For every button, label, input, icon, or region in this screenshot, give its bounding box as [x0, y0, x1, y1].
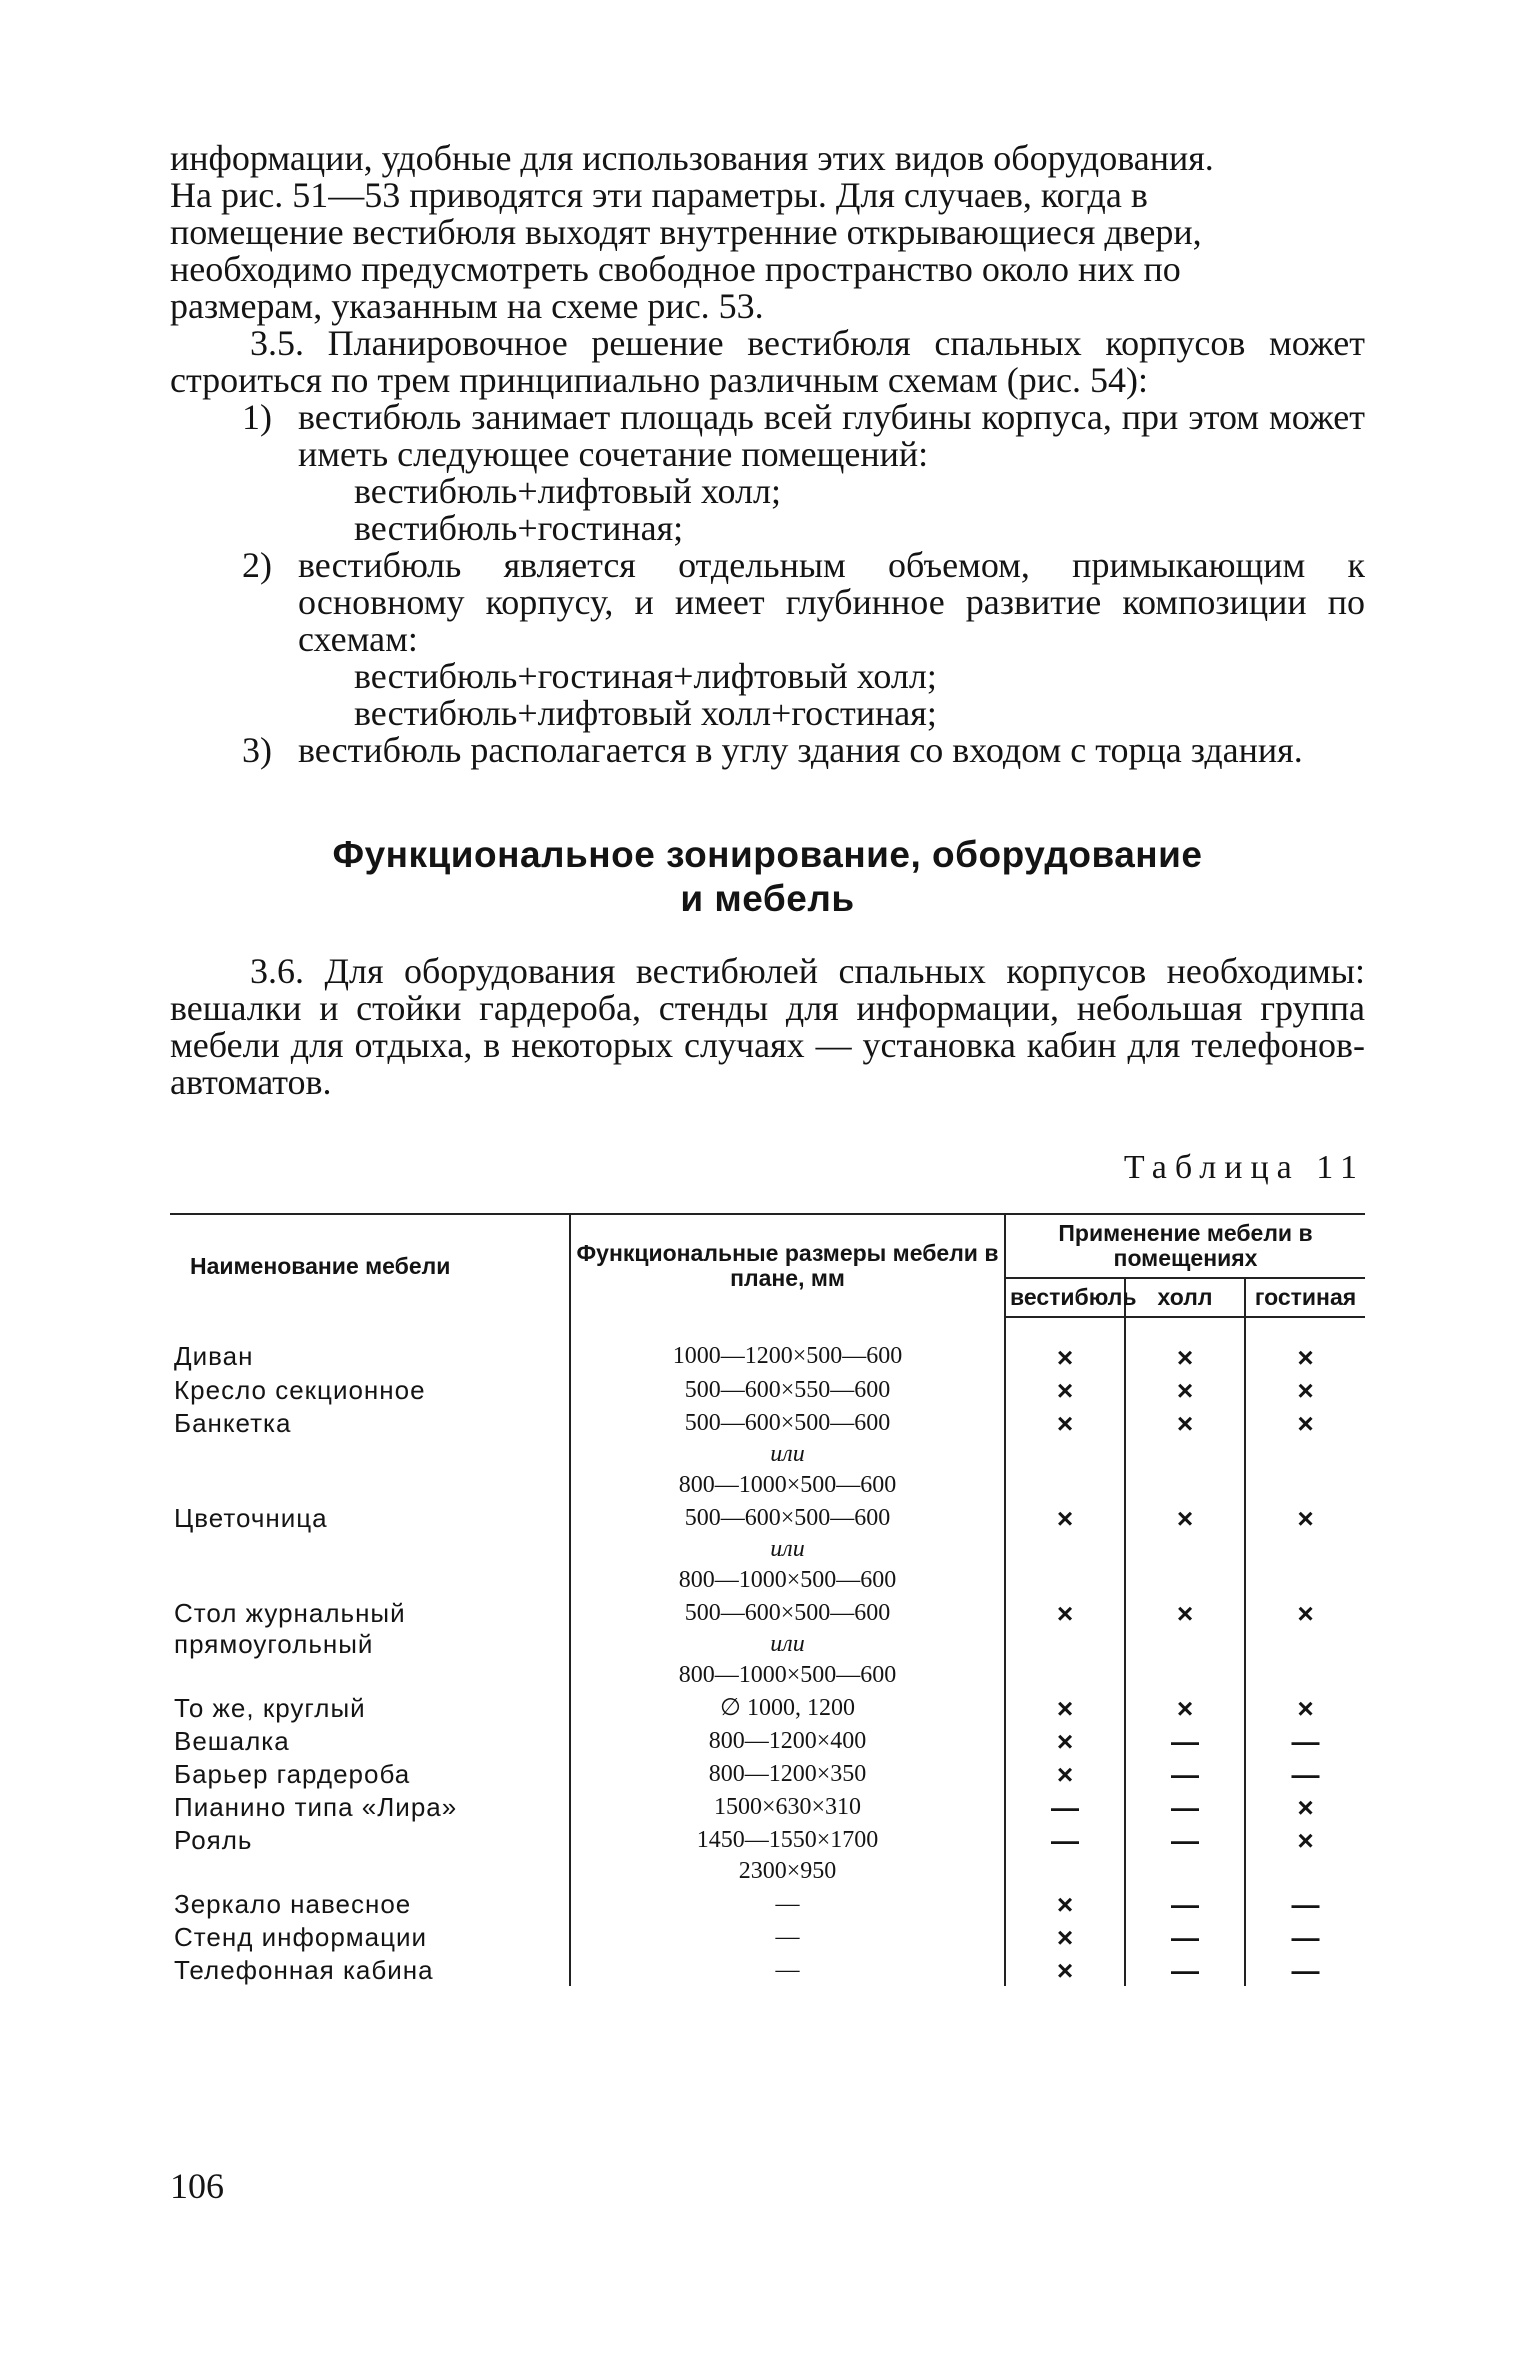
text-line: помещение вестибюля выходят внутренние открывающиеся двери, — [170, 212, 1202, 252]
list-subitem: вестибюль+лифтовый холл; — [354, 471, 781, 511]
furniture-name: Банкетка — [170, 1406, 570, 1501]
usage-hall-mark: — — [1125, 1790, 1245, 1823]
usage-hall-mark: × — [1125, 1406, 1245, 1501]
furniture-dimensions — [570, 1373, 1005, 1406]
text-line: информации, удобные для использования этих видов оборудования. — [170, 138, 1214, 178]
dimension-line: 500—600×550—600 — [684, 1377, 891, 1403]
furniture-name: Пианино типа «Лира» — [170, 1790, 570, 1823]
usage-lounge-mark: × — [1297, 1693, 1314, 1724]
furniture-name: Барьер гардероба — [170, 1757, 570, 1790]
furniture-dimensions — [570, 1406, 1005, 1501]
list-text: вестибюль является отдельным объемом, примыкающим к основному корпусу, и имеет глубинное развитие композиции по схемам: — [298, 545, 1365, 659]
table-header-row — [170, 1214, 1365, 1278]
dimension-line: 800—1200×400 — [708, 1728, 867, 1754]
text-line: необходимо предусмотреть свободное пространство около них по — [170, 249, 1181, 289]
usage-lounge-mark: × — [1297, 1792, 1314, 1823]
dimension-line: — — [775, 1924, 800, 1950]
usage-hall-mark: × — [1125, 1596, 1245, 1691]
dimension-line: или — [770, 1536, 805, 1562]
usage-hall-mark: — — [1125, 1953, 1245, 1986]
list-subitem: вестибюль+лифтовый холл+гостиная; — [354, 693, 937, 733]
usage-vestibule-mark: × — [1005, 1920, 1125, 1953]
dimension-line: или — [770, 1441, 805, 1467]
furniture-dimensions — [570, 1501, 1005, 1596]
usage-hall-mark: × — [1125, 1373, 1245, 1406]
usage-vestibule-mark: × — [1005, 1501, 1125, 1596]
paragraph-3-5: 3.5. Планировочное решение вестибюля спальных корпусов может строиться по трем принципиально различным схемам (рис. 54): — [170, 323, 1365, 400]
furniture-dimensions — [570, 1691, 1005, 1724]
usage-hall-mark: × — [1125, 1691, 1245, 1724]
schemes-list — [170, 399, 1365, 769]
table-row — [170, 1501, 1365, 1596]
usage-lounge-mark: × — [1297, 1342, 1314, 1373]
furniture-dimensions — [570, 1757, 1005, 1790]
table-row — [170, 1790, 1365, 1823]
usage-lounge-mark: — — [1291, 1726, 1320, 1757]
furniture-name: Кресло секционное — [170, 1373, 570, 1406]
furniture-name: Вешалка — [170, 1724, 570, 1757]
dimension-line: 800—1200×350 — [708, 1761, 867, 1787]
usage-lounge-mark: — — [1291, 1955, 1320, 1986]
usage-lounge-mark: — — [1291, 1759, 1320, 1790]
dimension-line: 500—600×500—600 — [684, 1600, 891, 1626]
table-row — [170, 1317, 1365, 1373]
dimension-line: 800—1000×500—600 — [678, 1472, 897, 1498]
usage-hall-mark: — — [1125, 1823, 1245, 1887]
usage-lounge-mark: — — [1291, 1922, 1320, 1953]
header-hall: холл — [1125, 1278, 1245, 1317]
furniture-dimensions — [570, 1724, 1005, 1757]
paragraph-3-6: 3.6. Для оборудования вестибюлей спальных корпусов необходимы: вешалки и стойки гардероба, стенды для информации, небольшая группа мебели для отдыха, в некоторых случаях — установка кабин для телефонов-автоматов. — [170, 951, 1365, 1102]
page-number: 106 — [170, 2166, 224, 2206]
usage-lounge-mark: × — [1297, 1598, 1314, 1629]
furniture-dimensions — [570, 1887, 1005, 1920]
usage-vestibule-mark: × — [1005, 1953, 1125, 1986]
dimension-line: 2300×950 — [738, 1858, 837, 1884]
list-item — [170, 547, 1365, 732]
text-line: размерам, указанным на схеме рис. 53. — [170, 286, 764, 326]
usage-hall-mark: — — [1125, 1887, 1245, 1920]
heading-line: и мебель — [680, 878, 855, 919]
dimension-line: — — [775, 1891, 800, 1917]
furniture-name: Диван — [170, 1317, 570, 1373]
header-dimensions: Функциональные размеры мебели в плане, мм — [570, 1214, 1005, 1317]
list-text: вестибюль располагается в углу здания со входом с торца здания. — [298, 730, 1303, 770]
usage-hall-mark: × — [1125, 1501, 1245, 1596]
usage-vestibule-mark: × — [1005, 1691, 1125, 1724]
usage-vestibule-mark: — — [1005, 1823, 1125, 1887]
dimension-line: 1500×630×310 — [713, 1794, 862, 1820]
usage-hall-mark: — — [1125, 1920, 1245, 1953]
usage-vestibule-mark: × — [1005, 1406, 1125, 1501]
furniture-table — [170, 1213, 1365, 1986]
furniture-name: Рояль — [170, 1823, 570, 1887]
furniture-dimensions — [570, 1596, 1005, 1691]
dimension-line: 800—1000×500—600 — [678, 1567, 897, 1593]
table-row — [170, 1887, 1365, 1920]
header-name: Наименование мебели — [170, 1214, 570, 1317]
furniture-name: Цветочница — [170, 1501, 570, 1596]
usage-lounge-mark: × — [1297, 1375, 1314, 1406]
heading-line: Функциональное зонирование, оборудование — [332, 834, 1203, 875]
text-line: На рис. 51—53 приводятся эти параметры. Для случаев, когда в — [170, 175, 1148, 215]
usage-vestibule-mark: × — [1005, 1724, 1125, 1757]
table-row — [170, 1724, 1365, 1757]
dimension-line: 500—600×500—600 — [684, 1505, 891, 1531]
document-page — [170, 140, 1365, 1986]
table-body — [170, 1317, 1365, 1986]
furniture-name: Стенд информации — [170, 1920, 570, 1953]
usage-lounge-mark: × — [1297, 1825, 1314, 1856]
usage-lounge-mark: — — [1291, 1889, 1320, 1920]
list-subitem: вестибюль+гостиная; — [354, 508, 684, 548]
list-number: 2) — [242, 545, 272, 585]
dimension-line: — — [775, 1957, 800, 1983]
table-label: Таблица 11 — [1123, 1149, 1365, 1186]
furniture-dimensions — [570, 1823, 1005, 1887]
usage-vestibule-mark: — — [1005, 1790, 1125, 1823]
list-text: вестибюль занимает площадь всей глубины корпуса, при этом может иметь следующее сочетание помещений: — [298, 397, 1365, 474]
dimension-line: 500—600×500—600 — [684, 1410, 891, 1436]
section-heading — [170, 833, 1365, 921]
dimension-line: 1000—1200×500—600 — [672, 1343, 903, 1369]
usage-vestibule-mark: × — [1005, 1887, 1125, 1920]
usage-hall-mark: — — [1125, 1757, 1245, 1790]
furniture-name: Телефонная кабина — [170, 1953, 570, 1986]
list-number: 3) — [242, 730, 272, 770]
table-row — [170, 1757, 1365, 1790]
usage-vestibule-mark: × — [1005, 1757, 1125, 1790]
furniture-name: Зеркало навесное — [170, 1887, 570, 1920]
furniture-dimensions — [570, 1920, 1005, 1953]
usage-lounge-mark: × — [1297, 1503, 1314, 1534]
header-vestibule: вестибюль — [1005, 1278, 1125, 1317]
usage-vestibule-mark: × — [1005, 1596, 1125, 1691]
furniture-name: То же, круглый — [170, 1691, 570, 1724]
usage-vestibule-mark: × — [1005, 1373, 1125, 1406]
usage-hall-mark: — — [1125, 1724, 1245, 1757]
dimension-line: 800—1000×500—600 — [678, 1662, 897, 1688]
furniture-dimensions — [570, 1790, 1005, 1823]
list-item — [170, 399, 1365, 547]
furniture-dimensions — [570, 1953, 1005, 1986]
list-item — [170, 732, 1365, 769]
furniture-dimensions — [570, 1317, 1005, 1373]
usage-vestibule-mark: × — [1005, 1317, 1125, 1373]
table-row — [170, 1596, 1365, 1691]
intro-paragraph — [170, 140, 1365, 325]
table-row — [170, 1920, 1365, 1953]
table-row — [170, 1373, 1365, 1406]
usage-hall-mark: × — [1125, 1317, 1245, 1373]
usage-lounge-mark: × — [1297, 1408, 1314, 1439]
list-subitem: вестибюль+гостиная+лифтовый холл; — [354, 656, 937, 696]
header-usage-group: Применение мебели в помещениях — [1005, 1214, 1365, 1278]
dimension-line: 1450—1550×1700 — [696, 1827, 879, 1853]
table-row — [170, 1953, 1365, 1986]
list-number: 1) — [242, 397, 272, 437]
dimension-line: ∅ 1000, 1200 — [720, 1695, 855, 1721]
table-row — [170, 1406, 1365, 1501]
furniture-name: Стол журнальный прямоугольный — [170, 1596, 570, 1691]
table-row — [170, 1823, 1365, 1887]
table-row — [170, 1691, 1365, 1724]
dimension-line: или — [770, 1631, 805, 1657]
header-lounge: гостиная — [1245, 1278, 1365, 1317]
